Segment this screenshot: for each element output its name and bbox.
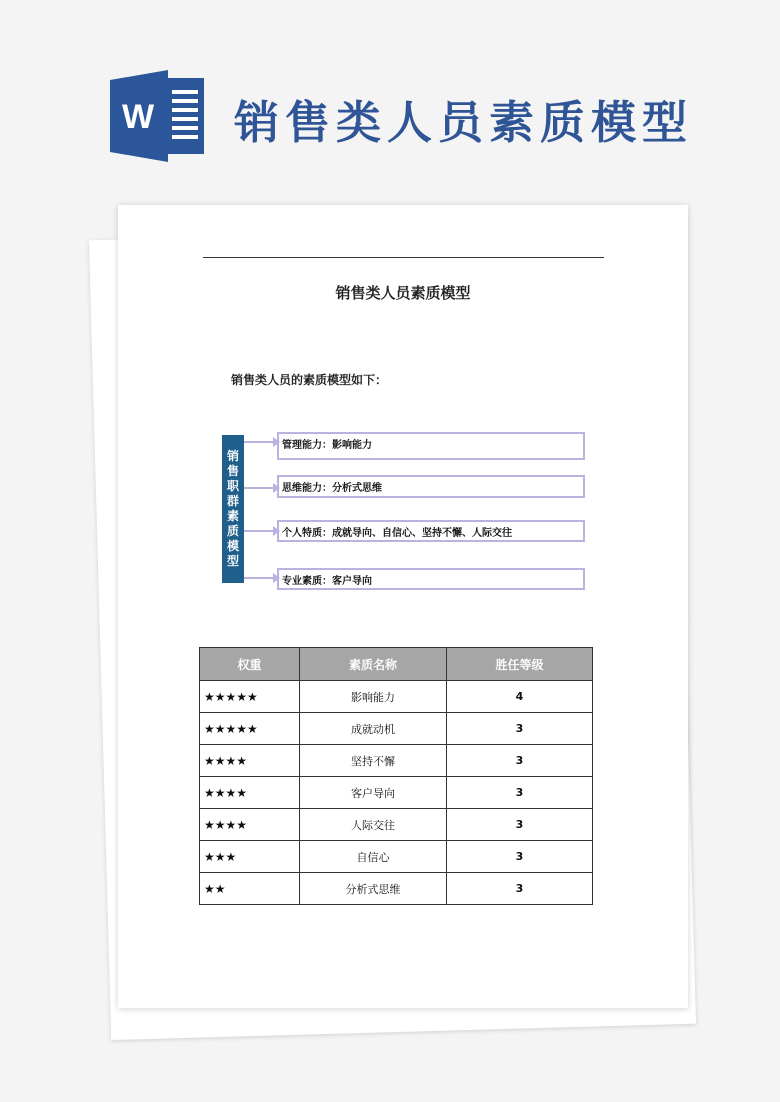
weight-cell: ★★★: [200, 841, 300, 873]
diagram-branch: 管理能力：影响能力: [277, 432, 585, 460]
table-header-row: [200, 648, 593, 681]
name-cell: 客户导向: [300, 777, 447, 809]
weight-cell: ★★★★: [200, 777, 300, 809]
document-title: 销售类人员素质模型: [335, 284, 471, 302]
level-cell: 3: [447, 873, 593, 905]
header-name: 素质名称: [300, 648, 447, 681]
intro-text: 销售类人员的素质模型如下：: [231, 373, 388, 387]
weight-cell: ★★★★★: [200, 713, 300, 745]
level-cell: 3: [447, 745, 593, 777]
name-cell: 坚持不懈: [300, 745, 447, 777]
table-row: [200, 745, 593, 777]
level-cell: 4: [447, 681, 593, 713]
name-cell: 自信心: [300, 841, 447, 873]
diagram-branch: 思维能力：分析式思维: [277, 475, 585, 498]
document-page: [118, 205, 688, 1008]
level-cell: 3: [447, 841, 593, 873]
table-row: [200, 681, 593, 713]
header-rule: [203, 257, 604, 258]
name-cell: 成就动机: [300, 713, 447, 745]
weight-cell: ★★: [200, 873, 300, 905]
weight-cell: ★★★★: [200, 809, 300, 841]
word-icon: [110, 70, 206, 162]
arrow: [244, 441, 274, 443]
level-cell: 3: [447, 777, 593, 809]
competency-table: [199, 647, 593, 905]
banner-title: 销售类人员素质模型: [234, 96, 694, 149]
name-cell: 分析式思维: [300, 873, 447, 905]
arrow: [244, 530, 274, 532]
name-cell: 影响能力: [300, 681, 447, 713]
table-row: [200, 873, 593, 905]
diagram-branch: 专业素质：客户导向: [277, 568, 585, 590]
weight-cell: ★★★★★: [200, 681, 300, 713]
table-row: [200, 809, 593, 841]
table-row: [200, 777, 593, 809]
level-cell: 3: [447, 809, 593, 841]
arrow: [244, 577, 274, 579]
header-level: 胜任等级: [447, 648, 593, 681]
diagram-branch: 个人特质：成就导向、自信心、坚持不懈、人际交往: [277, 520, 585, 542]
svg-text:W: W: [121, 98, 155, 136]
table-row: [200, 713, 593, 745]
table-row: [200, 841, 593, 873]
arrow: [244, 487, 274, 489]
name-cell: 人际交往: [300, 809, 447, 841]
diagram-root: 销 售 职 群 素 质 模 型: [222, 435, 244, 583]
weight-cell: ★★★★: [200, 745, 300, 777]
header-weight: 权重: [200, 648, 300, 681]
level-cell: 3: [447, 713, 593, 745]
